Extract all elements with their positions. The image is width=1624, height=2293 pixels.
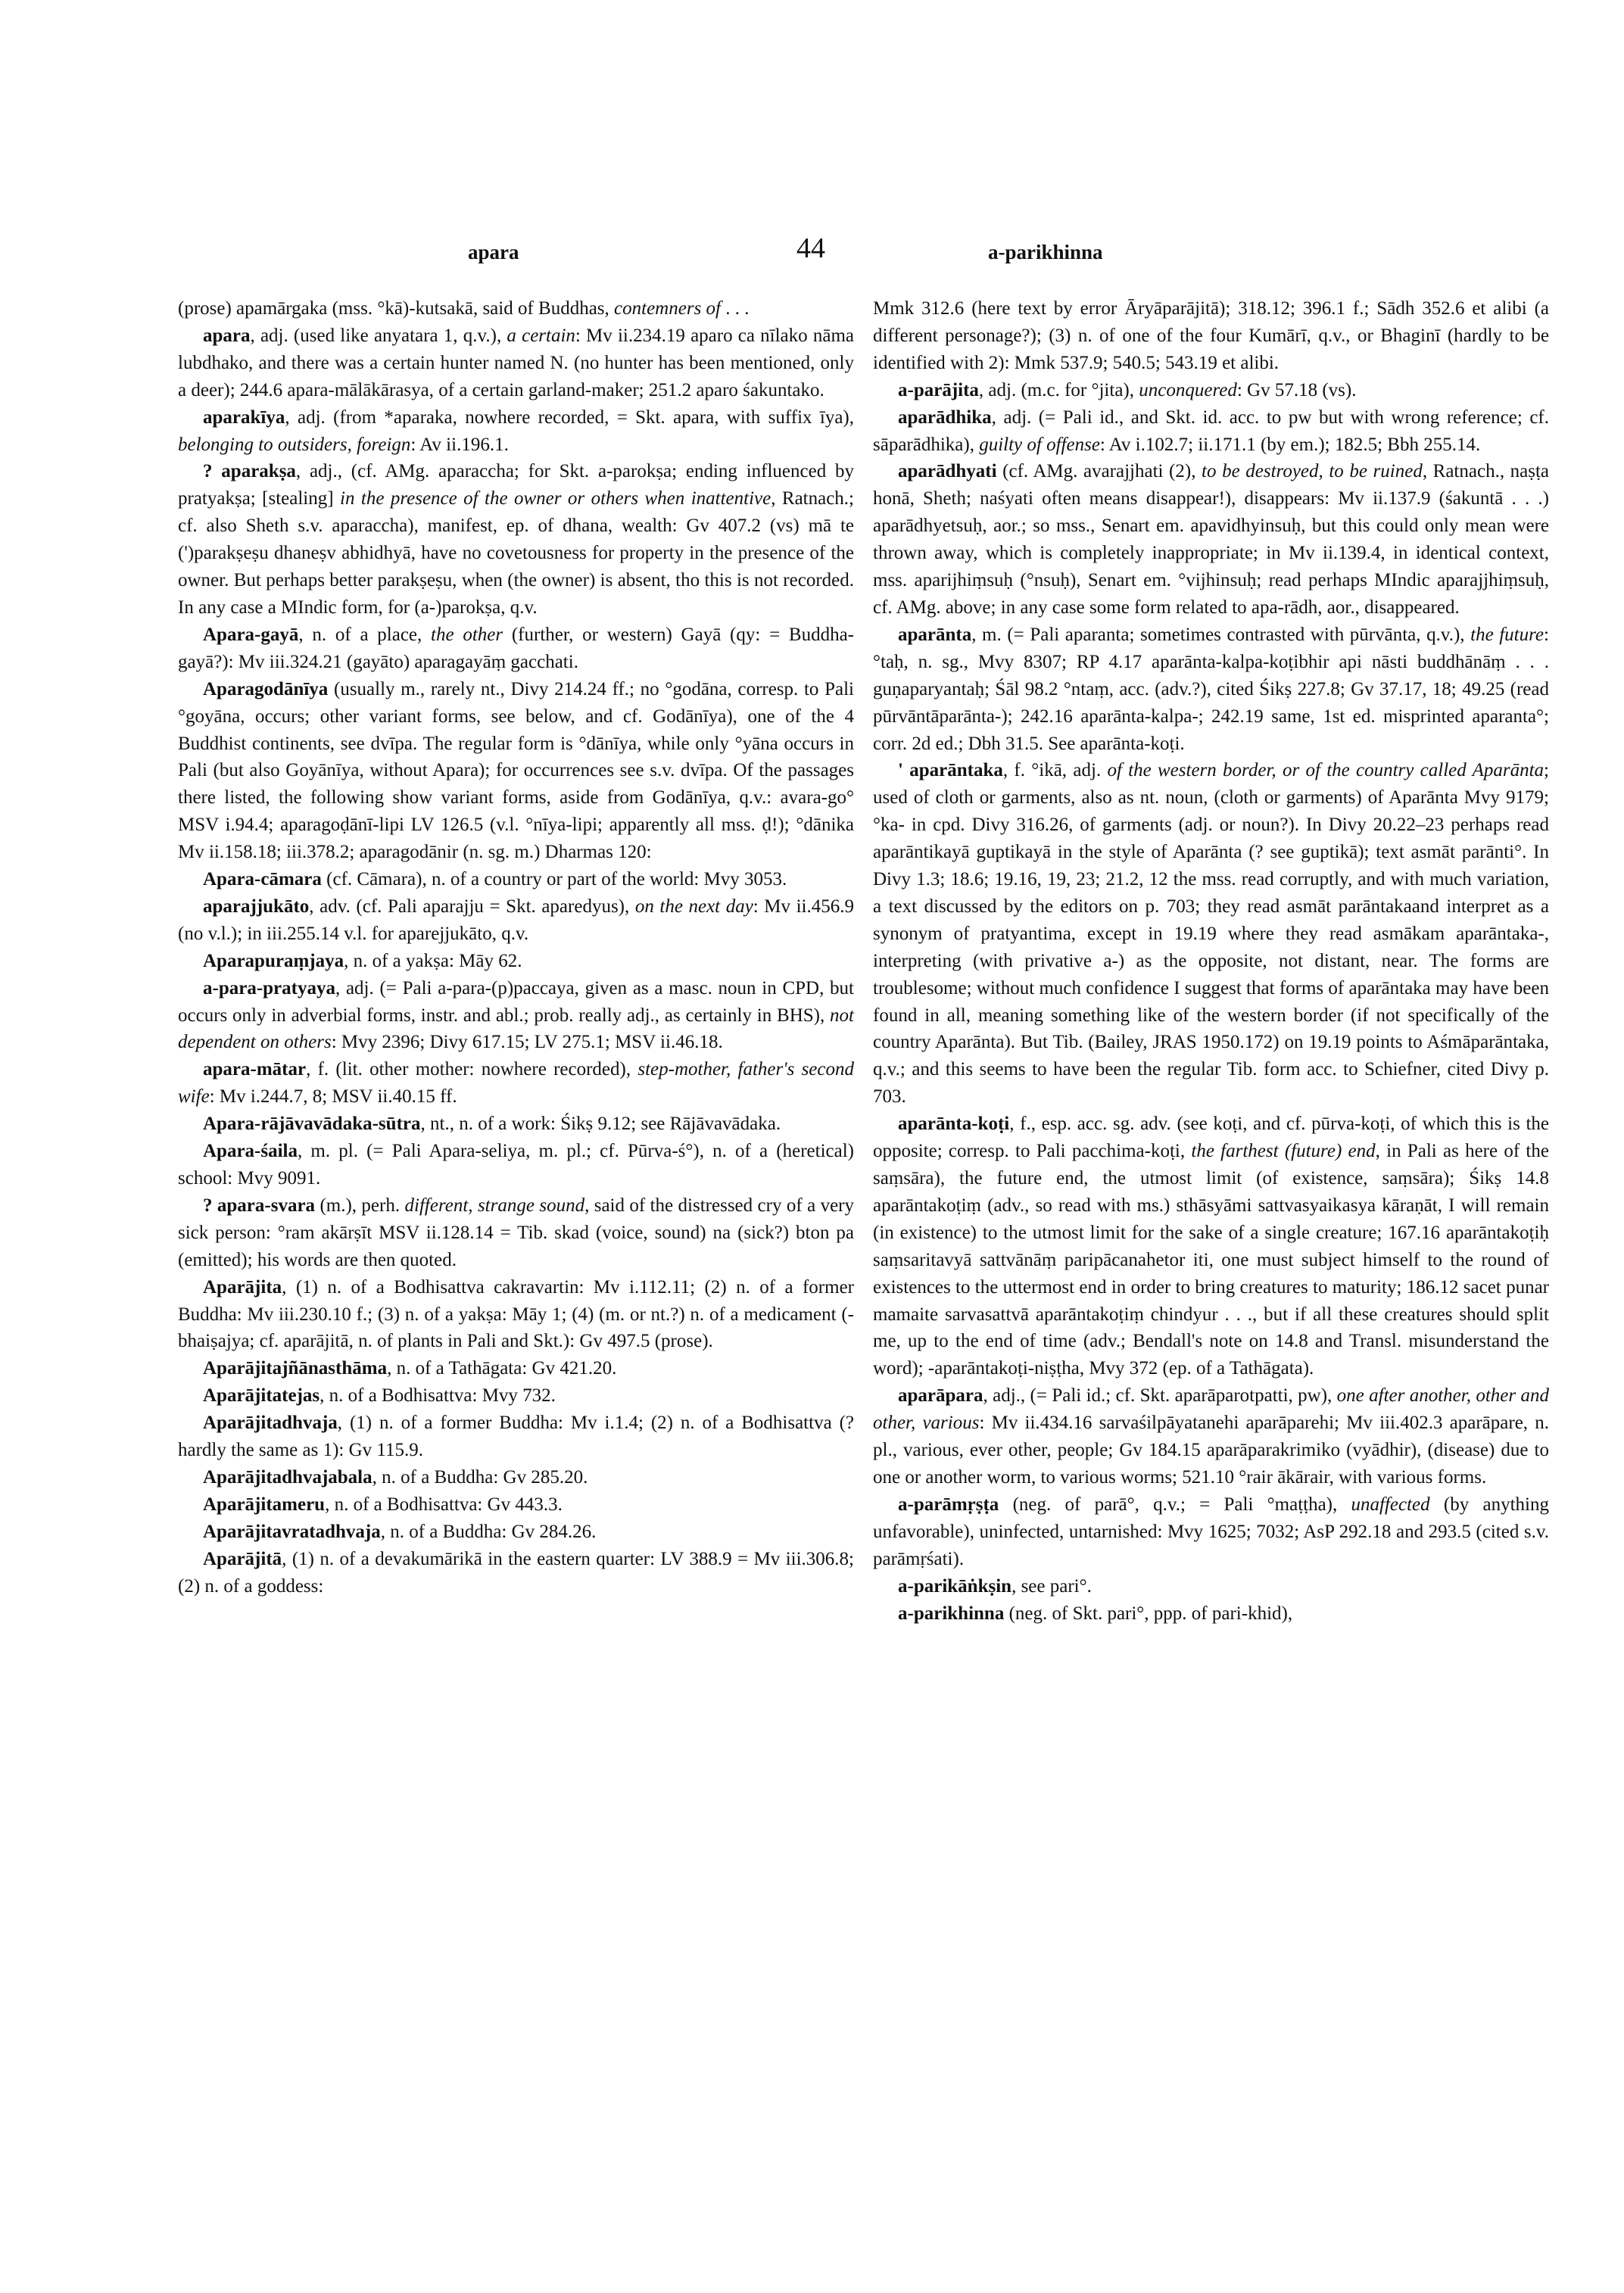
dictionary-entry bbox=[178, 1464, 854, 1491]
entry-text: , (1) n. of a former Buddha: Mv i.1.4; (2) n. of a Bodhisattva (? hardly the same as 1): Gv 115.9. bbox=[178, 1413, 854, 1461]
entry-text: , see pari°. bbox=[1011, 1575, 1092, 1597]
headword: aparādhyati bbox=[898, 461, 997, 482]
entry-gloss: belonging to outsiders, foreign bbox=[178, 434, 411, 455]
dictionary-entry bbox=[178, 1192, 854, 1274]
entry-text-tail: : Mv ii.456.9 (no v.l.); in iii.255.14 v.l. for aparejjukāto, q.v. bbox=[178, 896, 854, 944]
dictionary-entry bbox=[873, 295, 1549, 377]
entry-text-tail: : Av i.102.7; ii.171.1 (by em.); 182.5; Bbh 255.14. bbox=[1099, 434, 1481, 455]
headword: aparakīya bbox=[203, 407, 285, 428]
dictionary-entry bbox=[178, 295, 854, 322]
headword: ? apara-svara bbox=[203, 1195, 316, 1216]
entry-gloss: on the next day bbox=[634, 896, 753, 917]
dictionary-entry bbox=[873, 1573, 1549, 1600]
entry-gloss: not dependent on others bbox=[178, 1005, 854, 1053]
entry-gloss: different, strange sound bbox=[404, 1195, 585, 1216]
headword: Apara-gayā bbox=[203, 624, 299, 645]
headword: aparānta bbox=[898, 624, 972, 645]
dictionary-entry bbox=[178, 1056, 854, 1111]
dictionary-entry bbox=[178, 866, 854, 893]
headword: Apara-cāmara bbox=[203, 869, 322, 890]
dictionary-entry bbox=[178, 1491, 854, 1519]
entry-text: (usually m., rarely nt., Divy 214.24 ff.; no °godāna, corresp. to Pali °goyāna, occurs; other variant forms, see below, and cf. Godānīya), one of the 4 Buddhist continents, see dvīpa. The regular form is °dānīya, while only °yāna occurs in Pali (but also Goyānīya, without Apara); for occurrences see s.v. dvīpa. Of the passages there listed, the following show variant forms, aside from Godānīya, q.v.: avara-go° MSV i.94.4; aparagoḍānī-lipi LV 126.5 (v.l. °nīya-lipi; apparently all mss. ḍ!); °dānika Mv ii.158.18; iii.378.2; aparagodānir (n. sg. m.) Dharmas 120: bbox=[178, 678, 854, 863]
entry-text: , m. (= Pali aparanta; sometimes contrasted with pūrvānta, q.v.), bbox=[971, 624, 1471, 645]
entry-text: , f., esp. acc. sg. adv. (see koṭi, and cf. pūrva-koṭi, of which this is the opposite; corresp. to Pali pacchima-koṭi, bbox=[873, 1114, 1549, 1162]
headword: Aparājitavratadhvaja bbox=[203, 1521, 381, 1542]
right-guide-word: a-parikhinna bbox=[988, 241, 1103, 263]
dictionary-entry bbox=[873, 458, 1549, 621]
headword: Aparājita bbox=[203, 1276, 282, 1298]
entry-text-tail: . . . bbox=[721, 298, 750, 319]
headword: a-para-pratyaya bbox=[203, 977, 335, 999]
dictionary-entry bbox=[178, 322, 854, 404]
headword: Aparagodānīya bbox=[203, 678, 329, 699]
entry-text-tail: , Ratnach.; cf. also Sheth s.v. aparaccha), manifest, ep. of dhana, wealth: Gv 407.2 (vs) mā te (')parakṣeṣu dhaneṣv abhidhyā, have no covetousness for property in the presence of the owner. But perhaps better parakṣeṣu, when (the owner) is absent, tho this is not recorded. In any case a MIndic form, for (a-)parokṣa, q.v. bbox=[178, 488, 854, 618]
entry-text: (neg. of Skt. pari°, ppp. of pari-khid), bbox=[1004, 1603, 1293, 1624]
headword: Aparājitā bbox=[203, 1548, 282, 1569]
entry-text: , n. of a Bodhisattva: Gv 443.3. bbox=[325, 1494, 563, 1515]
headword: a-parikhinna bbox=[898, 1603, 1005, 1624]
entry-text-tail: : Av ii.196.1. bbox=[410, 434, 509, 455]
dictionary-entry bbox=[178, 975, 854, 1057]
entry-text: , (1) n. of a devakumārikā in the eastern quarter: LV 388.9 = Mv iii.306.8; (2) n. of a goddess: bbox=[178, 1548, 854, 1597]
entry-text: (m.), perh. bbox=[315, 1195, 405, 1216]
dictionary-entry bbox=[178, 458, 854, 621]
entry-text: , adj. (from *aparaka, nowhere recorded, = Skt. apara, with suffix īya), bbox=[285, 407, 854, 428]
dictionary-entry bbox=[178, 1410, 854, 1464]
entry-gloss: in the presence of the owner or others when inattentive bbox=[340, 488, 771, 509]
entry-gloss: unaffected bbox=[1351, 1494, 1430, 1515]
entry-text: (cf. AMg. avarajjhati (2), bbox=[996, 461, 1202, 482]
entry-text-tail: : °taḥ, n. sg., Mvy 8307; RP 4.17 aparānta-kalpa-koṭibhir api nāsti buddhānāṃ . . . guṇaparyantaḥ; Śāl 98.2 °ntaṃ, acc. (adv.?), cited Śikṣ 227.8; Gv 37.17, 18; 49.25 (read pūrvāntāparānta-); 242.16 aparānta-kalpa-; 242.19 same, 1st ed. misprinted aparanta°; corr. 2d ed.; Dbh 31.5. See aparānta-koṭi. bbox=[873, 624, 1549, 754]
entry-text-tail: (further, or western) Gayā (qy: = Buddha-gayā?): Mv iii.324.21 (gayāto) aparagayāṃ gacchati. bbox=[178, 624, 855, 672]
headword: Aparājitajñānasthāma bbox=[203, 1358, 388, 1379]
headword: apara-mātar bbox=[203, 1059, 307, 1080]
dictionary-entry bbox=[178, 1519, 854, 1546]
dictionary-entry bbox=[178, 1355, 854, 1382]
entry-gloss: guilty of offense bbox=[979, 434, 1100, 455]
dictionary-entry bbox=[178, 893, 854, 948]
entry-text-tail: : Mvy 2396; Divy 617.15; LV 275.1; MSV ii.46.18. bbox=[331, 1032, 723, 1053]
entry-text: , m. pl. (= Pali Apara-seliya, m. pl.; cf. Pūrva-ś°), n. of a (heretical) school: Mvy 9091. bbox=[178, 1141, 854, 1189]
entry-text: , adj. (= Pali id., and Skt. id. acc. to pw but with wrong reference; cf. sāparādhika), bbox=[873, 407, 1549, 455]
headword: apara bbox=[203, 325, 251, 346]
entry-gloss: unconquered bbox=[1139, 379, 1237, 400]
headword: aparānta-koṭi bbox=[898, 1114, 1010, 1135]
entry-text: , n. of a yakṣa: Māy 62. bbox=[344, 950, 522, 971]
entry-text: (cf. Cāmara), n. of a country or part of the world: Mvy 3053. bbox=[321, 869, 787, 890]
headword: a-parikāṅkṣin bbox=[898, 1575, 1012, 1597]
entry-text-tail: , in Pali as here of the saṃsāra), the future end, the utmost limit (of existence, saṃsāra); Śikṣ 14.8 aparāntakoṭiṃ (adv., so read with ms.) sthāsyāmi sattvasyaikasya kāraṇāt, I will remain (in existence) to the utmost limit for the sake of a single creature; 167.16 aparāntakoṭiḥ saṃsaritavyā sattvānāṃ paripācanahetor iti, one must subject himself to the round of existences to the uttermost end in order to bring creatures to maturity; 186.12 sacet punar mamaite sarvasattvā aparāntakoṭiṃ chindyur . . ., but if all these creatures should split me, up to the end of time (adv.; Bendall's note on 14.8 and Transl. misunderstand the word); -aparāntakoṭi-niṣṭha, Mvy 372 (ep. of a Tathāgata). bbox=[873, 1141, 1549, 1379]
dictionary-entry bbox=[873, 1600, 1549, 1628]
entry-text: , nt., n. of a work: Śikṣ 9.12; see Rājāvavādaka. bbox=[420, 1114, 781, 1135]
entry-gloss: of the western border, or of the country called Aparānta bbox=[1107, 760, 1545, 781]
headword: ' aparāntaka bbox=[898, 760, 1003, 781]
entry-gloss: contemners of bbox=[614, 298, 721, 319]
entry-gloss: the farthest (future) end bbox=[1191, 1141, 1376, 1162]
dictionary-entry bbox=[178, 1382, 854, 1410]
entry-text-tail: : Gv 57.18 (vs). bbox=[1236, 379, 1357, 400]
entry-gloss: step-mother, father's second wife bbox=[178, 1059, 854, 1108]
headword: Apara-rājāvavādaka-sūtra bbox=[203, 1114, 421, 1135]
entry-text-tail: , said of the distressed cry of a very sick person: °ram akārṣīt MSV ii.128.14 = Tib. skad (voice, sound) na (sick?) bton pa (emitted); his words are then quoted. bbox=[178, 1195, 854, 1270]
entry-text: , f. (lit. other mother: nowhere recorded), bbox=[306, 1059, 638, 1080]
entry-gloss: the other bbox=[431, 624, 503, 645]
entry-text: , adv. (cf. Pali aparajju = Skt. aparedyus), bbox=[309, 896, 635, 917]
headword: aparādhika bbox=[898, 407, 992, 428]
dictionary-entry bbox=[178, 1138, 854, 1192]
headword: Aparājitameru bbox=[203, 1494, 326, 1515]
dictionary-entry bbox=[178, 948, 854, 975]
entry-text: Mmk 312.6 (here text by error Āryāparājitā); 318.12; 396.1 f.; Sādh 352.6 et alibi (a different personage?); (3) n. of one of the four Kumārī, q.v., or Bhaginī (hardly to be identified with 2): Mmk 537.9; 540.5; 543.19 et alibi. bbox=[873, 298, 1549, 373]
entry-text: , adj., (= Pali id.; cf. Skt. aparāparotpatti, pw), bbox=[983, 1385, 1337, 1407]
page-header bbox=[0, 232, 1624, 271]
entry-text: , adj. (m.c. for °jita), bbox=[978, 379, 1139, 400]
dictionary-entry bbox=[873, 1382, 1549, 1491]
entry-text-tail: : Mv i.244.7, 8; MSV ii.40.15 ff. bbox=[209, 1086, 457, 1108]
entry-text-tail: : Mv ii.434.16 sarvaśilpāyatanehi aparāparehi; Mv iii.402.3 aparāpare, n. pl., various, ever other, people; Gv 184.15 aparāparakrimiko (vyādhir), (disease) due to one or another worm, to various worms; 521.10 °rair ākārair, with various forms. bbox=[873, 1413, 1549, 1488]
entry-text: (neg. of parā°, q.v.; = Pali °maṭṭha), bbox=[999, 1494, 1351, 1515]
entry-text: , adj. (= Pali a-para-(p)paccaya, given as a masc. noun in CPD, but occurs only in adverbial forms, instr. and abl.; prob. really adj., as certainly in BHS), bbox=[178, 977, 854, 1026]
left-guide-word: apara bbox=[468, 241, 519, 263]
dictionary-entry bbox=[178, 1274, 854, 1356]
headword: Aparājitadhvaja bbox=[203, 1413, 338, 1434]
entry-text-tail: : Mv ii.234.19 aparo ca nīlako nāma lubdhako, and there was a certain hunter named N. (no hunter has been mentioned, only a deer); 244.6 apara-mālākārasya, of a certain garland-maker; 251.2 aparo śakuntako. bbox=[178, 325, 854, 400]
entry-text: (prose) apamārgaka (mss. °kā)-kutsakā, said of Buddhas, bbox=[178, 298, 615, 319]
headword: Aparājitadhvajabala bbox=[203, 1466, 372, 1488]
entry-gloss: to be destroyed, to be ruined bbox=[1202, 461, 1423, 482]
left-column bbox=[178, 295, 854, 1600]
headword: Aparapuraṃjaya bbox=[203, 950, 344, 971]
dictionary-entry bbox=[178, 622, 854, 676]
entry-text: , adj., (cf. AMg. aparaccha; for Skt. a-parokṣa; ending influenced by pratyakṣa; [stealing] bbox=[178, 461, 854, 509]
dictionary-entry bbox=[873, 404, 1549, 459]
entry-text: , adj. (used like anyatara 1, q.v.), bbox=[250, 325, 507, 346]
entry-text-tail: ; used of cloth or garments, also as nt. noun, (cloth or garments) of Aparānta Mvy 9179; °ka- in cpd. Divy 316.26, of garments (adj. or noun?). In Divy 20.22–23 perhaps read aparāntikayā guptikayā in the style of Aparānta (? see guptikā); text asmāt parānti°. In Divy 1.3; 18.6; 19.16, 19, 23; 21.2, 12 the mss. read corruptly, and with much variation, a text discussed by the editors on p. 703; they read asmāt parāntakaand interpret as a synonym of pratyantima, except in 19.19 where they read asmākam aparāntaka-, interpreting (with privative a-) as the opposite, not distant, near. The forms are troublesome; without much confidence I suggest that forms of aparāntaka may have been found in all, meaning something like of the western border (if not specifically of the country Aparānta). But Tib. (Bailey, JRAS 1950.172) on 19.19 points to Aśmāparāntaka, q.v.; and this seems to have been the regular Tib. form acc. to Schiefner, cited Divy p. 703. bbox=[873, 760, 1549, 1108]
entry-gloss: a certain bbox=[507, 325, 575, 346]
headword: aparajjukāto bbox=[203, 896, 310, 917]
entry-text: , f. °ikā, adj. bbox=[1002, 760, 1108, 781]
dictionary-entry bbox=[178, 1111, 854, 1138]
entry-text: , n. of a Bodhisattva: Mvy 732. bbox=[320, 1385, 556, 1407]
entry-text: , n. of a Tathāgata: Gv 421.20. bbox=[387, 1358, 617, 1379]
dictionary-entry bbox=[178, 676, 854, 866]
headword: Apara-śaila bbox=[203, 1141, 298, 1162]
dictionary-entry bbox=[873, 622, 1549, 758]
dictionary-entry bbox=[873, 1491, 1549, 1573]
dictionary-entry bbox=[873, 377, 1549, 404]
entry-text-tail: (by anything unfavorable), uninfected, untarnished: Mvy 1625; 7032; AsP 292.18 and 293.5 (cited s.v. parāmṛśati). bbox=[873, 1494, 1549, 1569]
entry-text: , (1) n. of a Bodhisattva cakravartin: Mv i.112.11; (2) n. of a former Buddha: Mv iii.230.10 f.; (3) n. of a yakṣa: Māy 1; (4) (m. or nt.?) n. of a medicament (-bhaiṣajya; cf. aparājitā, n. of plants in Pali and Skt.): Gv 497.5 (prose). bbox=[178, 1276, 854, 1352]
entry-gloss: one after another, other and other, various bbox=[873, 1385, 1549, 1434]
dictionary-entry bbox=[178, 1546, 854, 1600]
headword: a-parāmṛṣṭa bbox=[898, 1494, 999, 1515]
right-column bbox=[873, 295, 1549, 1627]
entry-text: , n. of a Buddha: Gv 285.20. bbox=[372, 1466, 588, 1488]
entry-text-tail: , Ratnach., naṣṭa honā, Sheth; naśyati often means disappear!), disappears: Mv ii.137.9 (śakuntā . . .) aparādhyetsuḥ, aor.; so mss., Senart em. apavidhyinsuḥ, but this could only mean were thrown away, which is completely inappropriate; in Mv ii.139.4, in identical context, mss. aparijhiṃsuḥ (°nsuḥ), Senart em. °vijhinsuḥ; read perhaps MIndic aparajjhiṃsuḥ, cf. AMg. above; in any case some form related to apa-rādh, aor., disappeared. bbox=[873, 461, 1550, 618]
dictionary-entry bbox=[873, 1111, 1549, 1382]
dictionary-entry bbox=[178, 404, 854, 459]
page-number: 44 bbox=[796, 232, 825, 264]
headword: a-parājita bbox=[898, 379, 979, 400]
headword: aparāpara bbox=[898, 1385, 983, 1407]
headword: ? aparakṣa bbox=[203, 461, 296, 482]
headword: Aparājitatejas bbox=[203, 1385, 320, 1407]
entry-gloss: the future bbox=[1470, 624, 1545, 645]
entry-text: , n. of a Buddha: Gv 284.26. bbox=[380, 1521, 597, 1542]
dictionary-entry bbox=[873, 757, 1549, 1111]
entry-text: , n. of a place, bbox=[298, 624, 432, 645]
